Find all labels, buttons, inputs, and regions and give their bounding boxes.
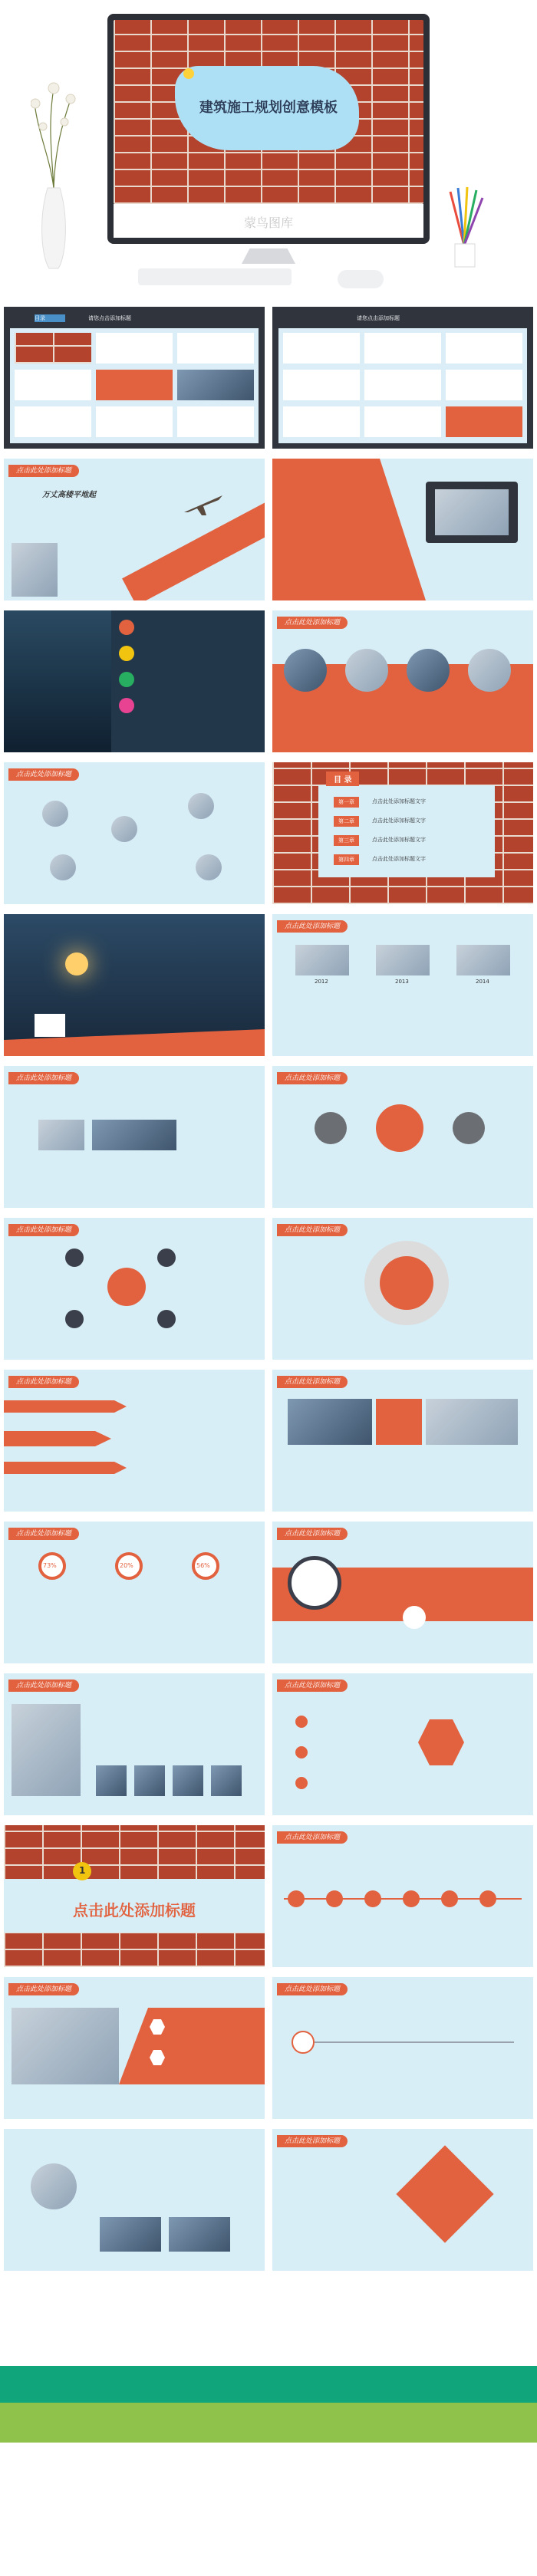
feature-icon (315, 1112, 347, 1144)
teal-band (0, 2366, 537, 2403)
building-photo (92, 1120, 176, 1150)
slide-storm (4, 610, 265, 752)
thumb-photo (211, 1765, 242, 1796)
slide-header: 点击此处添加标题 (8, 1072, 79, 1084)
slide-steps (272, 1825, 533, 1967)
bullet-icon (295, 1716, 308, 1728)
green-band (0, 2403, 537, 2443)
bullet-icon (119, 672, 134, 687)
slide-orange-band (272, 1522, 533, 1663)
slide-header: 点击此处添加标题 (8, 1679, 79, 1692)
car-photo (468, 649, 511, 692)
toc-text: 点击此处添加标题文字 (372, 837, 426, 843)
mouse (338, 270, 384, 288)
slide-timeline (272, 914, 533, 1056)
slide-team (4, 762, 265, 904)
petal-core (380, 1256, 433, 1310)
branch-line (315, 2041, 514, 2043)
toc-title: 目 录 (326, 771, 359, 786)
avatar (196, 854, 222, 880)
avatar (42, 801, 68, 827)
hero-title: 建筑施工规划创意模板 (199, 100, 338, 116)
slide-header: 点击此处添加标题 (277, 920, 348, 933)
avatar (188, 793, 214, 819)
step-dot (441, 1890, 458, 1907)
slide-header: 点击此处添加标题 (277, 1679, 348, 1692)
diamond-shape (396, 2145, 493, 2242)
storm-image (4, 610, 111, 752)
slide-branches (272, 1977, 533, 2119)
bullet-icon (119, 698, 134, 713)
car-photo (345, 649, 388, 692)
hub-center (107, 1268, 146, 1306)
slide-overview-2 (272, 307, 533, 449)
thumb-label: 请您点击添加标题 (357, 315, 400, 321)
orange-block (272, 459, 426, 600)
toc-item: 第三章 (334, 835, 359, 846)
slide-header: 点击此处添加标题 (8, 1528, 79, 1540)
toc-text: 点击此处添加标题文字 (372, 798, 426, 804)
monitor-screen (114, 20, 423, 204)
feature-icon (453, 1112, 485, 1144)
sign-panel (35, 1014, 65, 1037)
slide-city-plane (4, 459, 265, 600)
lantern-light (65, 952, 88, 975)
slide-header: 点击此处添加标题 (277, 2135, 348, 2147)
feature-icon (376, 1104, 423, 1152)
icon-circle (403, 1606, 426, 1629)
toc-item: 第四章 (334, 854, 359, 865)
city-photo (169, 2217, 230, 2252)
thumb-label: 请您点击添加标题 (88, 315, 131, 321)
timeline-photo (456, 945, 510, 975)
arrow-bar (4, 1400, 127, 1413)
meeting-photo (12, 2008, 119, 2084)
slide-portrait (4, 2129, 265, 2271)
toc-text: 点击此处添加标题文字 (372, 818, 426, 824)
walk-photo (426, 1399, 518, 1445)
slide-arrows (4, 1370, 265, 1512)
avatar (50, 854, 76, 880)
toc-item: 第二章 (334, 816, 359, 827)
skyline-image (12, 543, 58, 597)
bullet-icon (295, 1746, 308, 1758)
section-title: 点击此处添加标题 (73, 1901, 196, 1920)
car-photo (284, 649, 327, 692)
thumb-photo (173, 1765, 203, 1796)
hub-icon (157, 1249, 176, 1267)
slide-cars (272, 610, 533, 752)
building-photo (38, 1120, 84, 1150)
portrait-photo (31, 2163, 77, 2209)
desert-photo (288, 1399, 372, 1445)
slide-header: 点击此处添加标题 (277, 1072, 348, 1084)
slide-icons-circles (272, 1066, 533, 1208)
slide-hub (4, 1218, 265, 1360)
airplane-icon (180, 489, 226, 520)
slide-petals (272, 1218, 533, 1360)
hub-icon (157, 1310, 176, 1328)
section-number: 1 (79, 1865, 86, 1876)
hub-icon (65, 1310, 84, 1328)
monitor-stand (242, 248, 295, 264)
step-dot (364, 1890, 381, 1907)
slide-hexagon (272, 1673, 533, 1815)
step-dot (288, 1890, 305, 1907)
icon-circle (288, 1556, 341, 1610)
slide-photo-strip (272, 1370, 533, 1512)
slide-lantern (4, 914, 265, 1056)
percent-label: 73% (43, 1562, 57, 1569)
hub-icon (65, 1249, 84, 1267)
slide-toc (272, 762, 533, 904)
slide-laptop (272, 459, 533, 600)
percent-label: 56% (196, 1562, 210, 1569)
footer-area (0, 2443, 537, 2576)
city-photo (100, 2217, 161, 2252)
arrow-bar (4, 1462, 127, 1474)
thumb-photo (96, 1765, 127, 1796)
vase-icon (31, 73, 77, 272)
slide-header: 点击此处添加标题 (277, 1831, 348, 1844)
toc-text: 点击此处添加标题文字 (372, 856, 426, 862)
pencil-cup-icon (441, 184, 487, 268)
arrow-bar (4, 1431, 111, 1446)
slide-meeting (4, 1977, 265, 2119)
timeline-photo (295, 945, 349, 975)
avatar (111, 816, 137, 842)
orange-block (119, 2008, 265, 2084)
slide-diamond (272, 2129, 533, 2271)
step-dot (326, 1890, 343, 1907)
slide-section-1 (4, 1825, 265, 1967)
slide-header: 点击此处添加标题 (277, 617, 348, 629)
monitor (107, 14, 430, 244)
slide-header: 点击此处添加标题 (277, 1376, 348, 1388)
slide-header: 点击此处添加标题 (8, 465, 79, 477)
slide-header: 点击此处添加标题 (8, 1224, 79, 1236)
year-label: 2013 (395, 979, 409, 985)
hexagon (418, 1719, 464, 1765)
bullet-icon (119, 620, 134, 635)
slide-header: 点击此处添加标题 (8, 1983, 79, 1995)
keyboard (138, 268, 292, 285)
calligraphy-title: 万丈高楼平地起 (42, 491, 96, 499)
orange-tile (376, 1399, 422, 1445)
blank-band (0, 2278, 537, 2366)
slide-header: 点击此处添加标题 (8, 768, 79, 781)
bullet-icon (295, 1777, 308, 1789)
bullet-icon (119, 646, 134, 661)
hero-mockup (0, 0, 537, 307)
step-dot (403, 1890, 420, 1907)
hero-subtitle: 蒙鸟图库 (243, 215, 293, 230)
slide-businessman (4, 1673, 265, 1815)
slide-overview-1 (4, 307, 265, 449)
thumb-grid (10, 328, 259, 443)
slide-percent (4, 1522, 265, 1663)
year-label: 2012 (315, 979, 328, 985)
root-circle (292, 2031, 315, 2054)
slide-header: 点击此处添加标题 (277, 1224, 348, 1236)
slide-buildings (4, 1066, 265, 1208)
slide-header: 点击此处添加标题 (277, 1528, 348, 1540)
thumb-label: 目录 (35, 315, 45, 321)
toc-item: 第一章 (334, 797, 359, 808)
timeline-photo (376, 945, 430, 975)
thumb-photo (134, 1765, 165, 1796)
year-label: 2014 (476, 979, 489, 985)
step-dot (479, 1890, 496, 1907)
car-photo (407, 649, 450, 692)
thumb-grid (278, 328, 527, 443)
slide-header: 点击此处添加标题 (277, 1983, 348, 1995)
slide-header: 点击此处添加标题 (8, 1376, 79, 1388)
businessman-photo (12, 1704, 81, 1796)
percent-label: 20% (120, 1562, 133, 1569)
sun-icon (180, 64, 198, 83)
